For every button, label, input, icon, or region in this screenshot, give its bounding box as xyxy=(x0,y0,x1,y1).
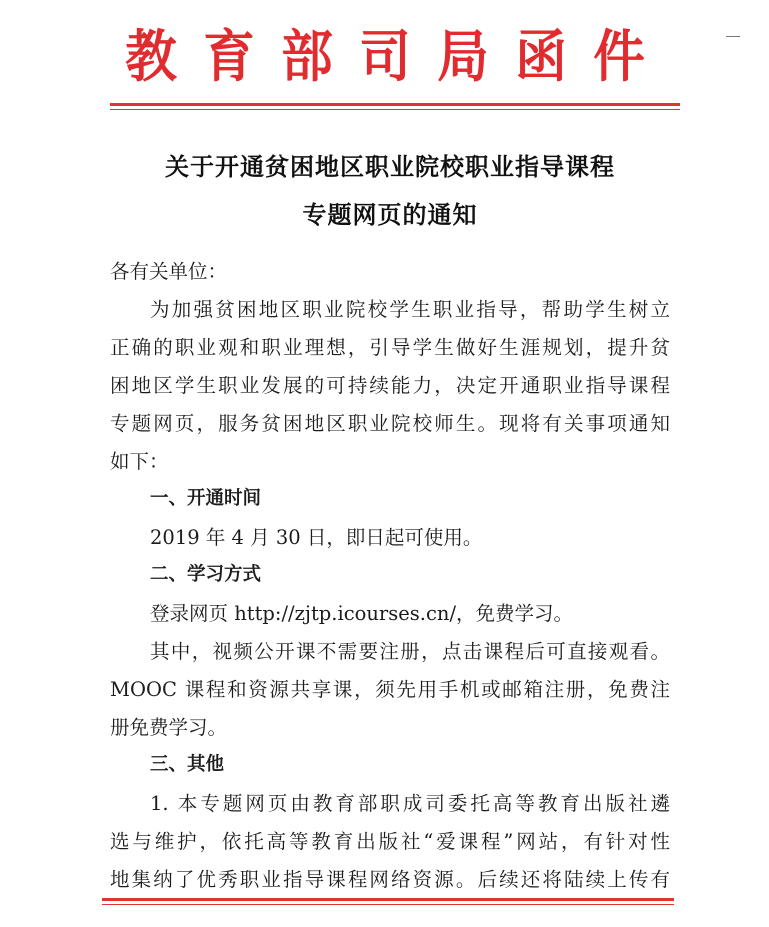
intro-line: 如下： xyxy=(110,450,169,473)
section-text: 2019 年 4 月 30 日，即日起可使用。 xyxy=(150,526,483,549)
footer-rule-thick xyxy=(102,898,674,901)
intro-line: 困地区学生职业发展的可持续能力，决定开通职业指导课程 xyxy=(110,374,670,397)
salutation: 各有关单位： xyxy=(110,260,228,283)
section-para-line: 地集纳了优秀职业指导课程网络资源。后续还将陆续上传有 xyxy=(110,868,670,891)
footer-rule-thin xyxy=(102,904,674,905)
intro-line: 为加强贫困地区职业院校学生职业指导，帮助学生树立 xyxy=(150,298,670,321)
section-para-line: MOOC 课程和资源共享课，须先用手机或邮箱注册，免费注 xyxy=(110,678,670,701)
section-text: 登录网页 http://zjtp.icourses.cn/，免费学习。 xyxy=(150,602,574,625)
document-title-line-1: 关于开通贫困地区职业院校职业指导课程 xyxy=(165,153,615,181)
section-para-line: 1. 本专题网页由教育部职成司委托高等教育出版社遴 xyxy=(150,792,670,815)
letterhead-rule-thin xyxy=(110,109,680,110)
scan-mark xyxy=(726,36,740,37)
letterhead-rule-thick xyxy=(110,103,680,106)
intro-line: 正确的职业观和职业理想，引导学生做好生涯规划，提升贫 xyxy=(110,336,670,359)
section-heading: 二、学习方式 xyxy=(150,564,262,585)
letterhead-char: 部 xyxy=(280,24,333,90)
letterhead-char: 育 xyxy=(202,24,255,90)
section-heading: 一、开通时间 xyxy=(150,488,262,509)
intro-line: 专题网页，服务贫困地区职业院校师生。现将有关事项通知 xyxy=(110,412,670,435)
letterhead-char: 教 xyxy=(124,24,177,90)
section-heading: 三、其他 xyxy=(150,754,225,775)
letterhead-char: 件 xyxy=(592,24,645,90)
letterhead-char: 局 xyxy=(436,24,489,90)
section-para-line: 选与维护，依托高等教育出版社“爱课程”网站，有针对性 xyxy=(110,830,670,853)
section-para-line: 其中，视频公开课不需要注册，点击课程后可直接观看。 xyxy=(150,640,670,663)
section-para-line: 册免费学习。 xyxy=(110,716,228,739)
letterhead-char: 函 xyxy=(514,24,567,90)
document-title-line-2: 专题网页的通知 xyxy=(302,201,478,229)
letterhead xyxy=(0,22,769,92)
letterhead-char: 司 xyxy=(358,24,411,90)
